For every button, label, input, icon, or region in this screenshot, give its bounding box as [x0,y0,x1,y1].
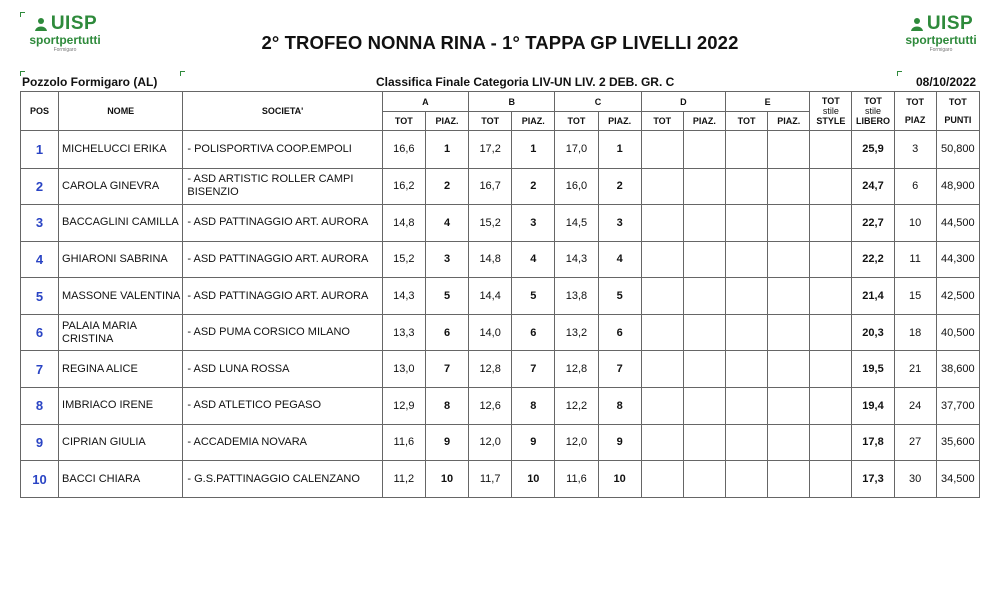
header-c-tot: TOT [555,112,598,131]
cell-societa: - ASD ARTISTIC ROLLER CAMPI BISENZIO [183,168,382,205]
cell-societa: - ASD PATTINAGGIO ART. AURORA [183,241,382,278]
cell-a-piaz: 1 [425,131,468,169]
corner-mark [897,71,902,76]
cell-e-tot [725,461,767,498]
event-date: 08/10/2022 [916,75,977,89]
cell-societa: - G.S.PATTINAGGIO CALENZANO [183,461,382,498]
cell-nome: MASSONE VALENTINA [59,278,183,315]
cell-d-piaz [683,241,725,278]
cell-e-tot [725,131,767,169]
header-pos: POS [21,92,59,131]
cell-societa: - ASD LUNA ROSSA [183,351,382,388]
cell-tot-stile-libero: 17,3 [852,461,894,498]
cell-e-piaz [768,351,810,388]
cell-b-piaz: 2 [512,168,555,205]
cell-e-piaz [768,388,810,425]
cell-a-piaz: 7 [425,351,468,388]
cell-pos: 7 [21,351,59,388]
uisp-emblem-icon [909,16,925,32]
cell-c-tot: 14,5 [555,205,598,242]
cell-a-piaz: 6 [425,314,468,351]
cell-e-tot [725,205,767,242]
cell-b-tot: 14,0 [469,314,512,351]
cell-d-piaz [683,388,725,425]
cell-e-piaz [768,314,810,351]
uisp-logo-tiny-text: Formigaro [929,47,953,53]
cell-b-piaz: 10 [512,461,555,498]
cell-c-piaz: 6 [598,314,641,351]
cell-a-tot: 14,3 [382,278,425,315]
cell-c-piaz: 5 [598,278,641,315]
cell-tot-punti: 40,500 [936,314,979,351]
cell-tot-stile-libero: 24,7 [852,168,894,205]
cell-c-tot: 13,2 [555,314,598,351]
cell-c-tot: 12,8 [555,351,598,388]
cell-e-piaz [768,424,810,461]
header-group-b: B [469,92,555,112]
cell-b-tot: 15,2 [469,205,512,242]
corner-mark [20,12,25,17]
cell-tot-punti: 44,500 [936,205,979,242]
cell-tot-piaz: 10 [894,205,936,242]
cell-a-tot: 13,3 [382,314,425,351]
header-e-piaz: PIAZ. [768,112,810,131]
cell-tot-punti: 38,600 [936,351,979,388]
cell-b-piaz: 3 [512,205,555,242]
cell-nome: REGINA ALICE [59,351,183,388]
event-location: Pozzolo Formigaro (AL) [22,75,158,89]
cell-tot-stile-style [810,424,852,461]
cell-e-piaz [768,168,810,205]
cell-a-piaz: 5 [425,278,468,315]
table-row [21,205,980,242]
cell-tot-punti: 48,900 [936,168,979,205]
uisp-logo-tiny-text: Formigaro [53,47,77,53]
header-group-d: D [641,92,725,112]
cell-tot-piaz: 11 [894,241,936,278]
cell-tot-stile-libero: 19,5 [852,351,894,388]
cell-c-piaz: 3 [598,205,641,242]
table-row [21,314,980,351]
cell-d-tot [641,388,683,425]
header-e-tot: TOT [725,112,767,131]
cell-c-piaz: 4 [598,241,641,278]
header-c-piaz: PIAZ. [598,112,641,131]
cell-b-piaz: 4 [512,241,555,278]
cell-tot-piaz: 24 [894,388,936,425]
cell-societa: - POLISPORTIVA COOP.EMPOLI [183,131,382,169]
cell-societa: - ASD PATTINAGGIO ART. AURORA [183,205,382,242]
cell-nome: CAROLA GINEVRA [59,168,183,205]
cell-pos: 5 [21,278,59,315]
cell-c-piaz: 10 [598,461,641,498]
cell-societa: - ASD ATLETICO PEGASO [183,388,382,425]
cell-tot-piaz: 15 [894,278,936,315]
cell-e-piaz [768,205,810,242]
header-a-tot: TOT [382,112,425,131]
cell-a-piaz: 9 [425,424,468,461]
cell-pos: 4 [21,241,59,278]
cell-b-piaz: 8 [512,388,555,425]
cell-d-piaz [683,278,725,315]
header-b-piaz: PIAZ. [512,112,555,131]
header-group-a: A [382,92,468,112]
cell-b-piaz: 7 [512,351,555,388]
cell-tot-piaz: 3 [894,131,936,169]
cell-pos: 10 [21,461,59,498]
cell-d-tot [641,241,683,278]
cell-tot-stile-style [810,205,852,242]
cell-c-piaz: 9 [598,424,641,461]
cell-c-piaz: 2 [598,168,641,205]
cell-tot-stile-style [810,314,852,351]
cell-d-tot [641,314,683,351]
cell-a-tot: 13,0 [382,351,425,388]
cell-a-piaz: 4 [425,205,468,242]
header-group-c: C [555,92,641,112]
table-row [21,424,980,461]
cell-a-tot: 11,6 [382,424,425,461]
header-group-e: E [725,92,809,112]
cell-a-piaz: 10 [425,461,468,498]
cell-pos: 6 [21,314,59,351]
cell-b-piaz: 1 [512,131,555,169]
cell-tot-punti: 42,500 [936,278,979,315]
cell-tot-piaz: 6 [894,168,936,205]
cell-d-piaz [683,131,725,169]
cell-tot-stile-style [810,351,852,388]
cell-a-piaz: 8 [425,388,468,425]
cell-d-tot [641,461,683,498]
uisp-logo-subtitle: sportpertutti [905,33,977,47]
header-tot-stile-libero: TOT stile LIBERO [852,92,894,131]
table-row [21,461,980,498]
cell-b-tot: 17,2 [469,131,512,169]
cell-nome: MICHELUCCI ERIKA [59,131,183,169]
cell-b-piaz: 9 [512,424,555,461]
cell-d-piaz [683,205,725,242]
cell-tot-stile-libero: 22,2 [852,241,894,278]
cell-tot-punti: 35,600 [936,424,979,461]
cell-tot-stile-style [810,168,852,205]
cell-c-piaz: 7 [598,351,641,388]
header-d-piaz: PIAZ. [683,112,725,131]
cell-c-piaz: 8 [598,388,641,425]
cell-b-piaz: 6 [512,314,555,351]
cell-d-tot [641,278,683,315]
cell-c-tot: 12,2 [555,388,598,425]
cell-nome: BACCI CHIARA [59,461,183,498]
cell-d-piaz [683,314,725,351]
table-row [21,351,980,388]
page-title: 2° TROFEO NONNA RINA - 1° TAPPA GP LIVELLI 2022 [261,32,739,53]
cell-a-tot: 14,8 [382,205,425,242]
table-row [21,168,980,205]
cell-b-tot: 16,7 [469,168,512,205]
cell-tot-stile-style [810,388,852,425]
cell-pos: 8 [21,388,59,425]
uisp-emblem-icon [33,16,49,32]
cell-pos: 3 [21,205,59,242]
cell-tot-stile-libero: 17,8 [852,424,894,461]
cell-tot-punti: 37,700 [936,388,979,425]
cell-e-piaz [768,278,810,315]
cell-nome: CIPRIAN GIULIA [59,424,183,461]
cell-tot-piaz: 18 [894,314,936,351]
cell-a-tot: 16,2 [382,168,425,205]
cell-e-tot [725,278,767,315]
cell-nome: BACCAGLINI CAMILLA [59,205,183,242]
cell-a-tot: 16,6 [382,131,425,169]
cell-tot-stile-libero: 25,9 [852,131,894,169]
cell-societa: - ACCADEMIA NOVARA [183,424,382,461]
cell-societa: - ASD PATTINAGGIO ART. AURORA [183,278,382,315]
cell-pos: 2 [21,168,59,205]
cell-a-tot: 11,2 [382,461,425,498]
cell-e-tot [725,241,767,278]
cell-c-tot: 11,6 [555,461,598,498]
cell-tot-piaz: 21 [894,351,936,388]
cell-tot-stile-libero: 19,4 [852,388,894,425]
cell-e-piaz [768,241,810,278]
cell-tot-punti: 50,800 [936,131,979,169]
cell-b-piaz: 5 [512,278,555,315]
cell-b-tot: 11,7 [469,461,512,498]
cell-e-tot [725,168,767,205]
cell-d-tot [641,205,683,242]
corner-mark [180,71,185,76]
cell-b-tot: 12,8 [469,351,512,388]
cell-d-tot [641,131,683,169]
cell-tot-stile-style [810,461,852,498]
cell-tot-stile-libero: 20,3 [852,314,894,351]
cell-societa: - ASD PUMA CORSICO MILANO [183,314,382,351]
uisp-logo-subtitle: sportpertutti [29,33,101,47]
cell-tot-piaz: 30 [894,461,936,498]
cell-d-tot [641,424,683,461]
results-table [20,91,980,498]
cell-c-tot: 14,3 [555,241,598,278]
cell-b-tot: 14,8 [469,241,512,278]
cell-c-tot: 13,8 [555,278,598,315]
cell-a-piaz: 3 [425,241,468,278]
cell-nome: IMBRIACO IRENE [59,388,183,425]
cell-tot-stile-style [810,278,852,315]
cell-tot-stile-style [810,241,852,278]
table-row [21,241,980,278]
cell-a-piaz: 2 [425,168,468,205]
cell-tot-punti: 44,300 [936,241,979,278]
header-tot-punti: TOT PUNTI [936,92,979,131]
header-d-tot: TOT [641,112,683,131]
header-a-piaz: PIAZ. [425,112,468,131]
cell-pos: 1 [21,131,59,169]
cell-d-tot [641,351,683,388]
cell-c-tot: 12,0 [555,424,598,461]
cell-nome: PALAIA MARIA CRISTINA [59,314,183,351]
table-row [21,278,980,315]
cell-b-tot: 12,6 [469,388,512,425]
uisp-logo-brand: UISP [898,14,984,34]
table-row [21,388,980,425]
cell-e-piaz [768,131,810,169]
cell-tot-piaz: 27 [894,424,936,461]
cell-e-tot [725,424,767,461]
cell-d-piaz [683,351,725,388]
cell-nome: GHIARONI SABRINA [59,241,183,278]
cell-a-tot: 15,2 [382,241,425,278]
cell-b-tot: 12,0 [469,424,512,461]
table-row [21,131,980,169]
header-tot-stile-style: TOT stile STYLE [810,92,852,131]
cell-d-piaz [683,168,725,205]
cell-b-tot: 14,4 [469,278,512,315]
cell-a-tot: 12,9 [382,388,425,425]
cell-tot-punti: 34,500 [936,461,979,498]
header-nome: NOME [59,92,183,131]
cell-tot-stile-libero: 21,4 [852,278,894,315]
cell-tot-stile-libero: 22,7 [852,205,894,242]
header-societa: SOCIETA' [183,92,382,131]
cell-e-tot [725,351,767,388]
cell-c-piaz: 1 [598,131,641,169]
cell-tot-stile-style [810,131,852,169]
cell-c-tot: 16,0 [555,168,598,205]
cell-d-tot [641,168,683,205]
cell-c-tot: 17,0 [555,131,598,169]
cell-e-piaz [768,461,810,498]
cell-d-piaz [683,424,725,461]
category-title: Classifica Finale Categoria LIV-UN LIV. 2 DEB. GR. C [376,75,675,89]
cell-e-tot [725,314,767,351]
cell-d-piaz [683,461,725,498]
cell-pos: 9 [21,424,59,461]
header-tot-piaz: TOT PIAZ [894,92,936,131]
header-b-tot: TOT [469,112,512,131]
cell-e-tot [725,388,767,425]
uisp-logo-brand: UISP [22,14,108,34]
